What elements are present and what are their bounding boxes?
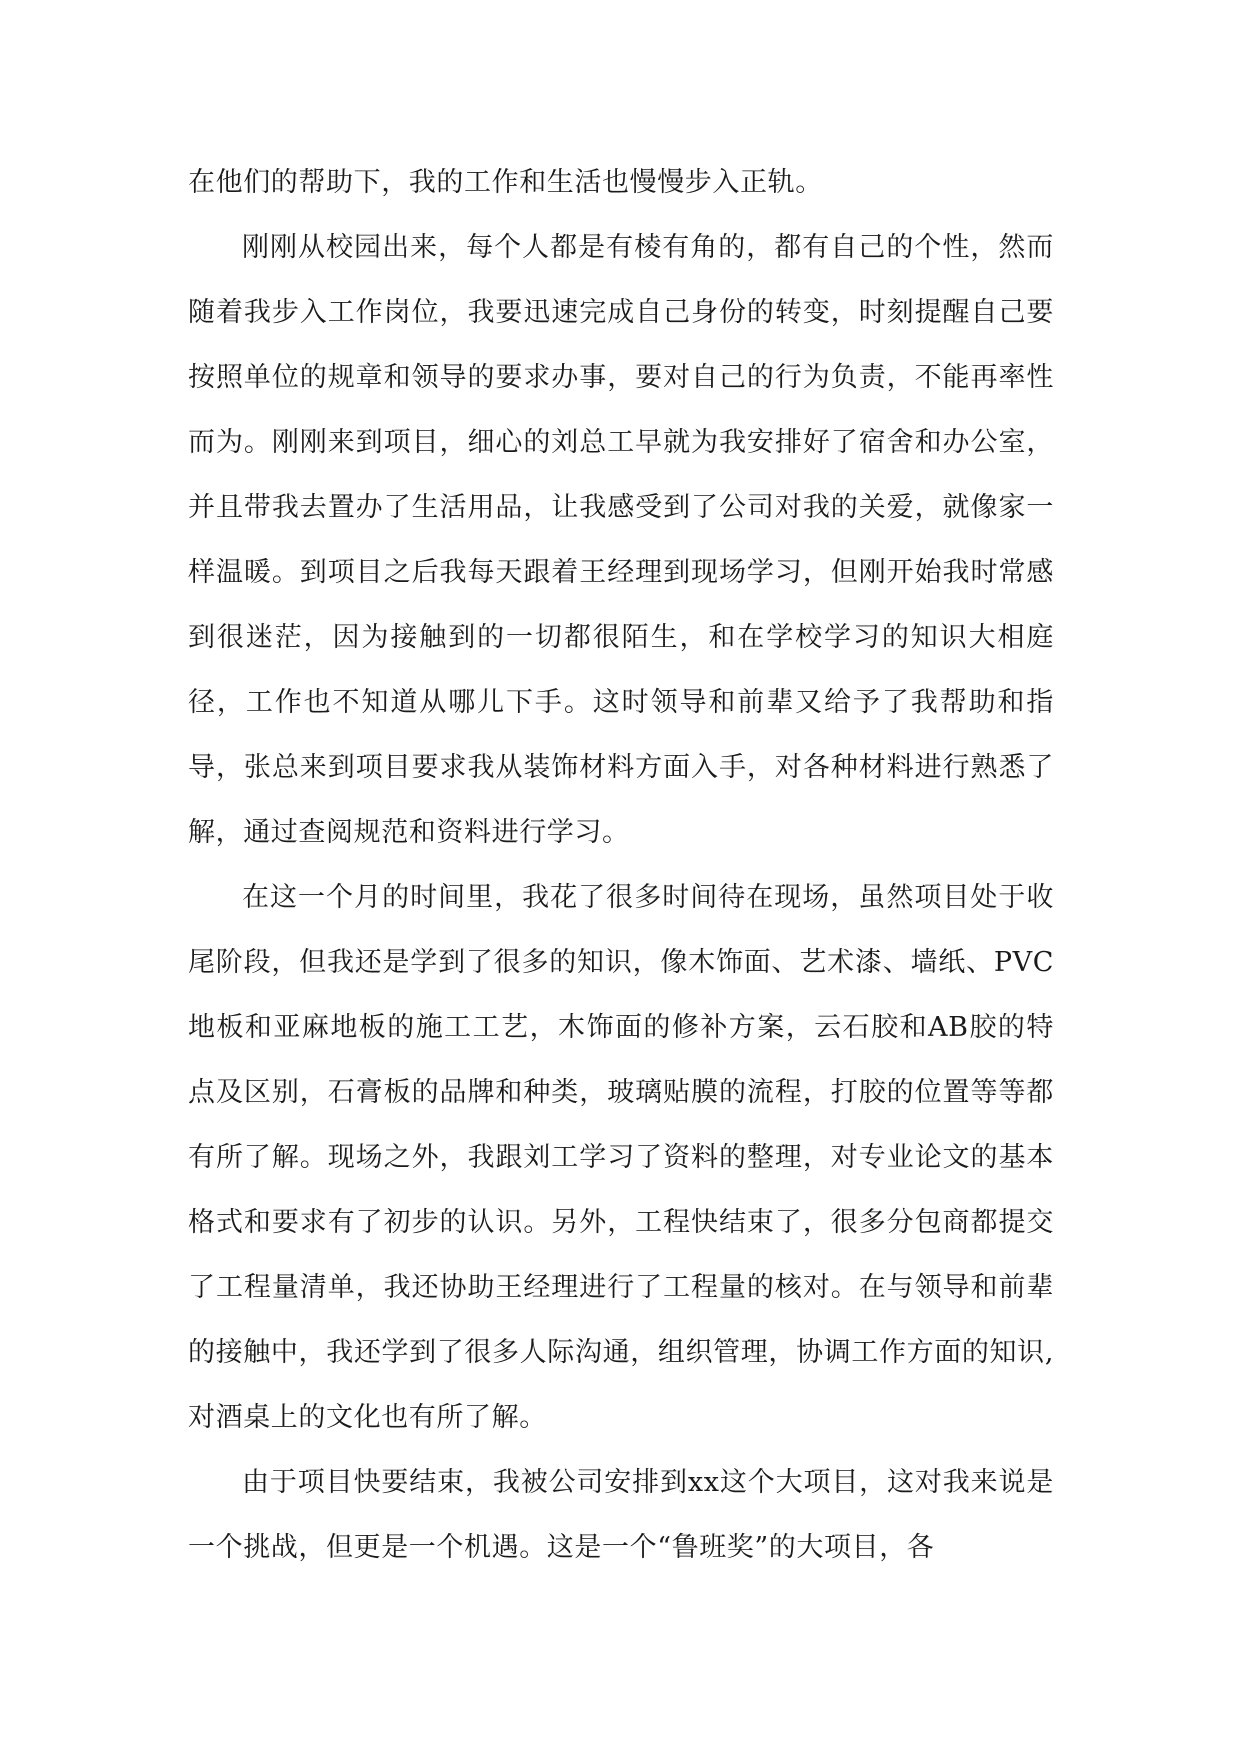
paragraph-4: 由于项目快要结束，我被公司安排到xx这个大项目，这对我来说是一个挑战，但更是一个机遇。这是一个“鲁班奖”的大项目，各 [188,1467,1054,1563]
paragraph-3: 在这一个月的时间里，我花了很多时间待在现场，虽然项目处于收尾阶段，但我还是学到了很多的知识，像木饰面、艺术漆、墙纸、PVC地板和亚麻地板的施工工艺，木饰面的修补方案，云石胶和AB胶的特点及区别，石膏板的品牌和种类，玻璃贴膜的流程，打胶的位置等等都有所了解。现场之外，我跟刘工学习了资料的整理，对专业论文的基本格式和要求有了初步的认识。另外，工程快结束了，很多分包商都提交了工程量清单，我还协助王经理进行了工程量的核对。在与领导和前辈的接触中，我还学到了很多人际沟通，组织管理，协调工作方面的知识,对酒桌上的文化也有所了解。 [188,882,1054,1433]
paragraph-2: 刚刚从校园出来，每个人都是有棱有角的，都有自己的个性，然而随着我步入工作岗位，我要迅速完成自己身份的转变，时刻提醒自己要按照单位的规章和领导的要求办事，要对自己的行为负责，不能再率性而为。刚刚来到项目，细心的刘总工早就为我安排好了宿舍和办公室，并且带我去置办了生活用品，让我感受到了公司对我的关爱，就像家一样温暖。到项目之后我每天跟着王经理到现场学习，但刚开始我时常感到很迷茫，因为接触到的一切都很陌生，和在学校学习的知识大相庭径，工作也不知道从哪儿下手。这时领导和前辈又给予了我帮助和指导，张总来到项目要求我从装饰材料方面入手，对各种材料进行熟悉了解，通过查阅规范和资料进行学习。 [188,232,1054,848]
paragraph-1: 在他们的帮助下，我的工作和生活也慢慢步入正轨。 [188,167,823,198]
document-body [188,150,1054,1580]
